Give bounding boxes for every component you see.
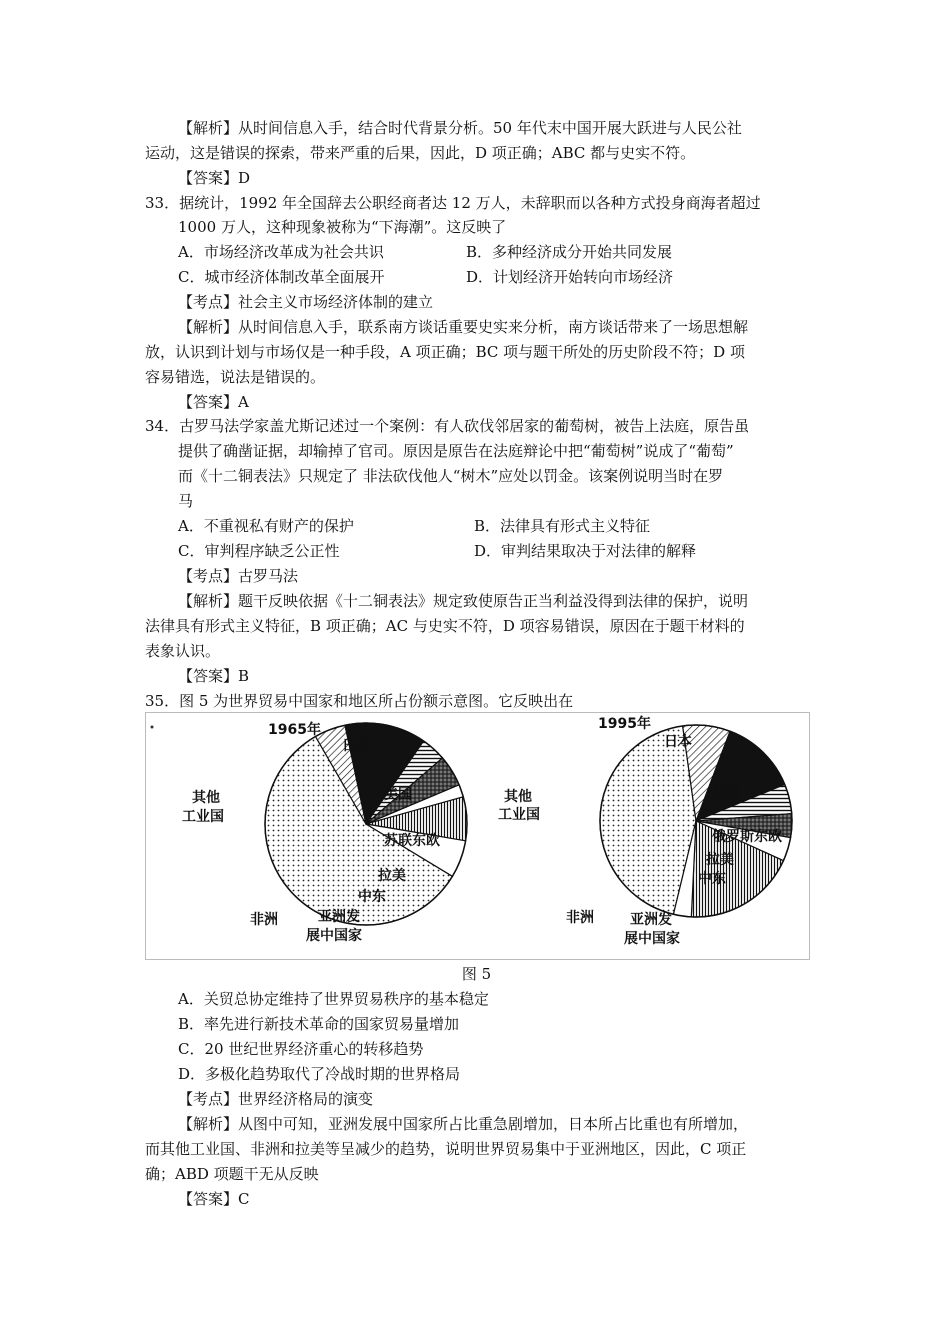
q32-analysis-line-2: 运动，这是错误的探索，带来严重的后果，因此，D 项正确；ABC 都与史实不符。 <box>145 144 696 162</box>
stray-dot <box>151 726 154 729</box>
pie1965-title: 1965年 <box>268 722 321 738</box>
pie1965-label-other-1: 其他 <box>192 790 220 806</box>
q34-point: 【考点】古罗马法 <box>178 567 299 585</box>
pie1965-label-asia-2: 展中国家 <box>306 928 362 944</box>
pie1995-label-asia-2: 展中国家 <box>624 931 680 947</box>
q34-stem-line-4: 马 <box>178 492 194 510</box>
q35-point: 【考点】世界经济格局的演变 <box>178 1090 374 1108</box>
q34-option-d: D．审判结果取决于对法律的解释 <box>474 542 697 560</box>
pie1965-label-africa: 非洲 <box>250 912 278 928</box>
pie1995-label-japan: 日本 <box>664 734 692 750</box>
pie1995-label-mideast: 中东 <box>698 871 726 887</box>
q35-stem: 35．图 5 为世界贸易中国家和地区所占份额示意图。它反映出在 <box>145 692 574 710</box>
q34-answer: 【答案】B <box>178 667 250 685</box>
q32-answer: 【答案】D <box>178 169 251 187</box>
pie1965-label-usa: 美国 <box>384 787 412 803</box>
q35-option-c: C．20 世纪世界经济重心的转移趋势 <box>178 1040 424 1058</box>
pie1995-label-asia-1: 亚洲发 <box>630 912 672 928</box>
q33-option-c: C．城市经济体制改革全面展开 <box>178 268 385 286</box>
q32-analysis-line-1: 【解析】从时间信息入手，结合时代背景分析。50 年代末中国开展大跃进与人民公社 <box>178 119 742 137</box>
q33-stem-line-2: 1000 万人，这种现象被称为“下海潮”。这反映了 <box>178 218 507 236</box>
q35-analysis-line-1: 【解析】从图中可知，亚洲发展中国家所占比重急剧增加，日本所占比重也有所增加， <box>178 1115 749 1133</box>
pie1965-label-mideast: 中东 <box>358 889 386 905</box>
q35-analysis-line-3: 确；ABD 项题干无从反映 <box>145 1165 319 1183</box>
q35-analysis-line-2: 而其他工业国、非洲和拉美等呈减少的趋势，说明世界贸易集中于亚洲地区，因此，C 项正 <box>145 1140 747 1158</box>
pie1995-label-other-1: 其他 <box>504 789 532 805</box>
pie1995-label-russia-ee: 俄罗斯东欧 <box>712 829 782 845</box>
pie1965-label-japan: 日本 <box>342 738 370 754</box>
q33-stem-line-1: 33．据统计，1992 年全国辞去公职经商者达 12 万人，未辞职而以各种方式投身商海者超过 <box>145 194 761 212</box>
figure-5-pie-charts <box>145 712 810 960</box>
pie1965-label-ussr-ee: 苏联东欧 <box>384 833 440 849</box>
pie1995-label-latam: 拉美 <box>706 852 734 868</box>
q34-option-a: A．不重视私有财产的保护 <box>178 517 354 535</box>
q33-analysis-line-2: 放，认识到计划与市场仅是一种手段，A 项正确；BC 项与题干所处的历史阶段不符；D 项 <box>145 343 745 361</box>
q35-option-a: A．关贸总协定维持了世界贸易秩序的基本稳定 <box>178 990 489 1008</box>
q33-option-b: B．多种经济成分开始共同发展 <box>466 243 673 261</box>
q35-option-d: D．多极化趋势取代了冷战时期的世界格局 <box>178 1065 461 1083</box>
q35-option-b: B．率先进行新技术革命的国家贸易量增加 <box>178 1015 460 1033</box>
pie1965-label-latam: 拉美 <box>378 868 406 884</box>
q34-analysis-line-2: 法律具有形式主义特征，B 项正确；AC 与史实不符，D 项容易错误，原因在于题干材料的 <box>145 617 745 635</box>
q34-option-c: C．审判程序缺乏公正性 <box>178 542 340 560</box>
pie1995-label-other-2: 工业国 <box>498 807 540 823</box>
pie1965-label-asia-1: 亚洲发 <box>318 909 360 925</box>
pie1995-title: 1995年 <box>598 716 651 732</box>
q33-answer: 【答案】A <box>178 393 249 411</box>
pie1995-label-africa: 非洲 <box>566 910 594 926</box>
q34-analysis-line-3: 表象认识。 <box>145 642 221 660</box>
q33-analysis-line-3: 容易错选，说法是错误的。 <box>145 368 326 386</box>
q34-stem-line-1: 34．古罗马法学家盖尤斯记述过一个案例：有人砍伐邻居家的葡萄树，被告上法庭，原告虽 <box>145 417 750 435</box>
pie-charts-svg <box>146 713 809 959</box>
pie1965-label-other-2: 工业国 <box>182 809 224 825</box>
pie1995-label-usa: 美国 <box>712 785 740 801</box>
q34-stem-line-2: 提供了确凿证据，却输掉了官司。原因是原告在法庭辩论中把“葡萄树”说成了“葡萄” <box>178 442 734 460</box>
q35-answer: 【答案】C <box>178 1190 250 1208</box>
figure-caption: 图 5 <box>461 965 492 983</box>
q33-analysis-line-1: 【解析】从时间信息入手，联系南方谈话重要史实来分析，南方谈话带来了一场思想解 <box>178 318 749 336</box>
q34-stem-line-3: 而《十二铜表法》只规定了 非法砍伐他人“树木”应处以罚金。该案例说明当时在罗 <box>178 467 724 485</box>
q34-analysis-line-1: 【解析】题干反映依据《十二铜表法》规定致使原告正当利益没得到法律的保护，说明 <box>178 592 749 610</box>
q34-option-b: B．法律具有形式主义特征 <box>474 517 651 535</box>
q33-option-d: D．计划经济开始转向市场经济 <box>466 268 674 286</box>
q33-option-a: A．市场经济改革成为社会共识 <box>178 243 384 261</box>
q33-point: 【考点】社会主义市场经济体制的建立 <box>178 293 434 311</box>
